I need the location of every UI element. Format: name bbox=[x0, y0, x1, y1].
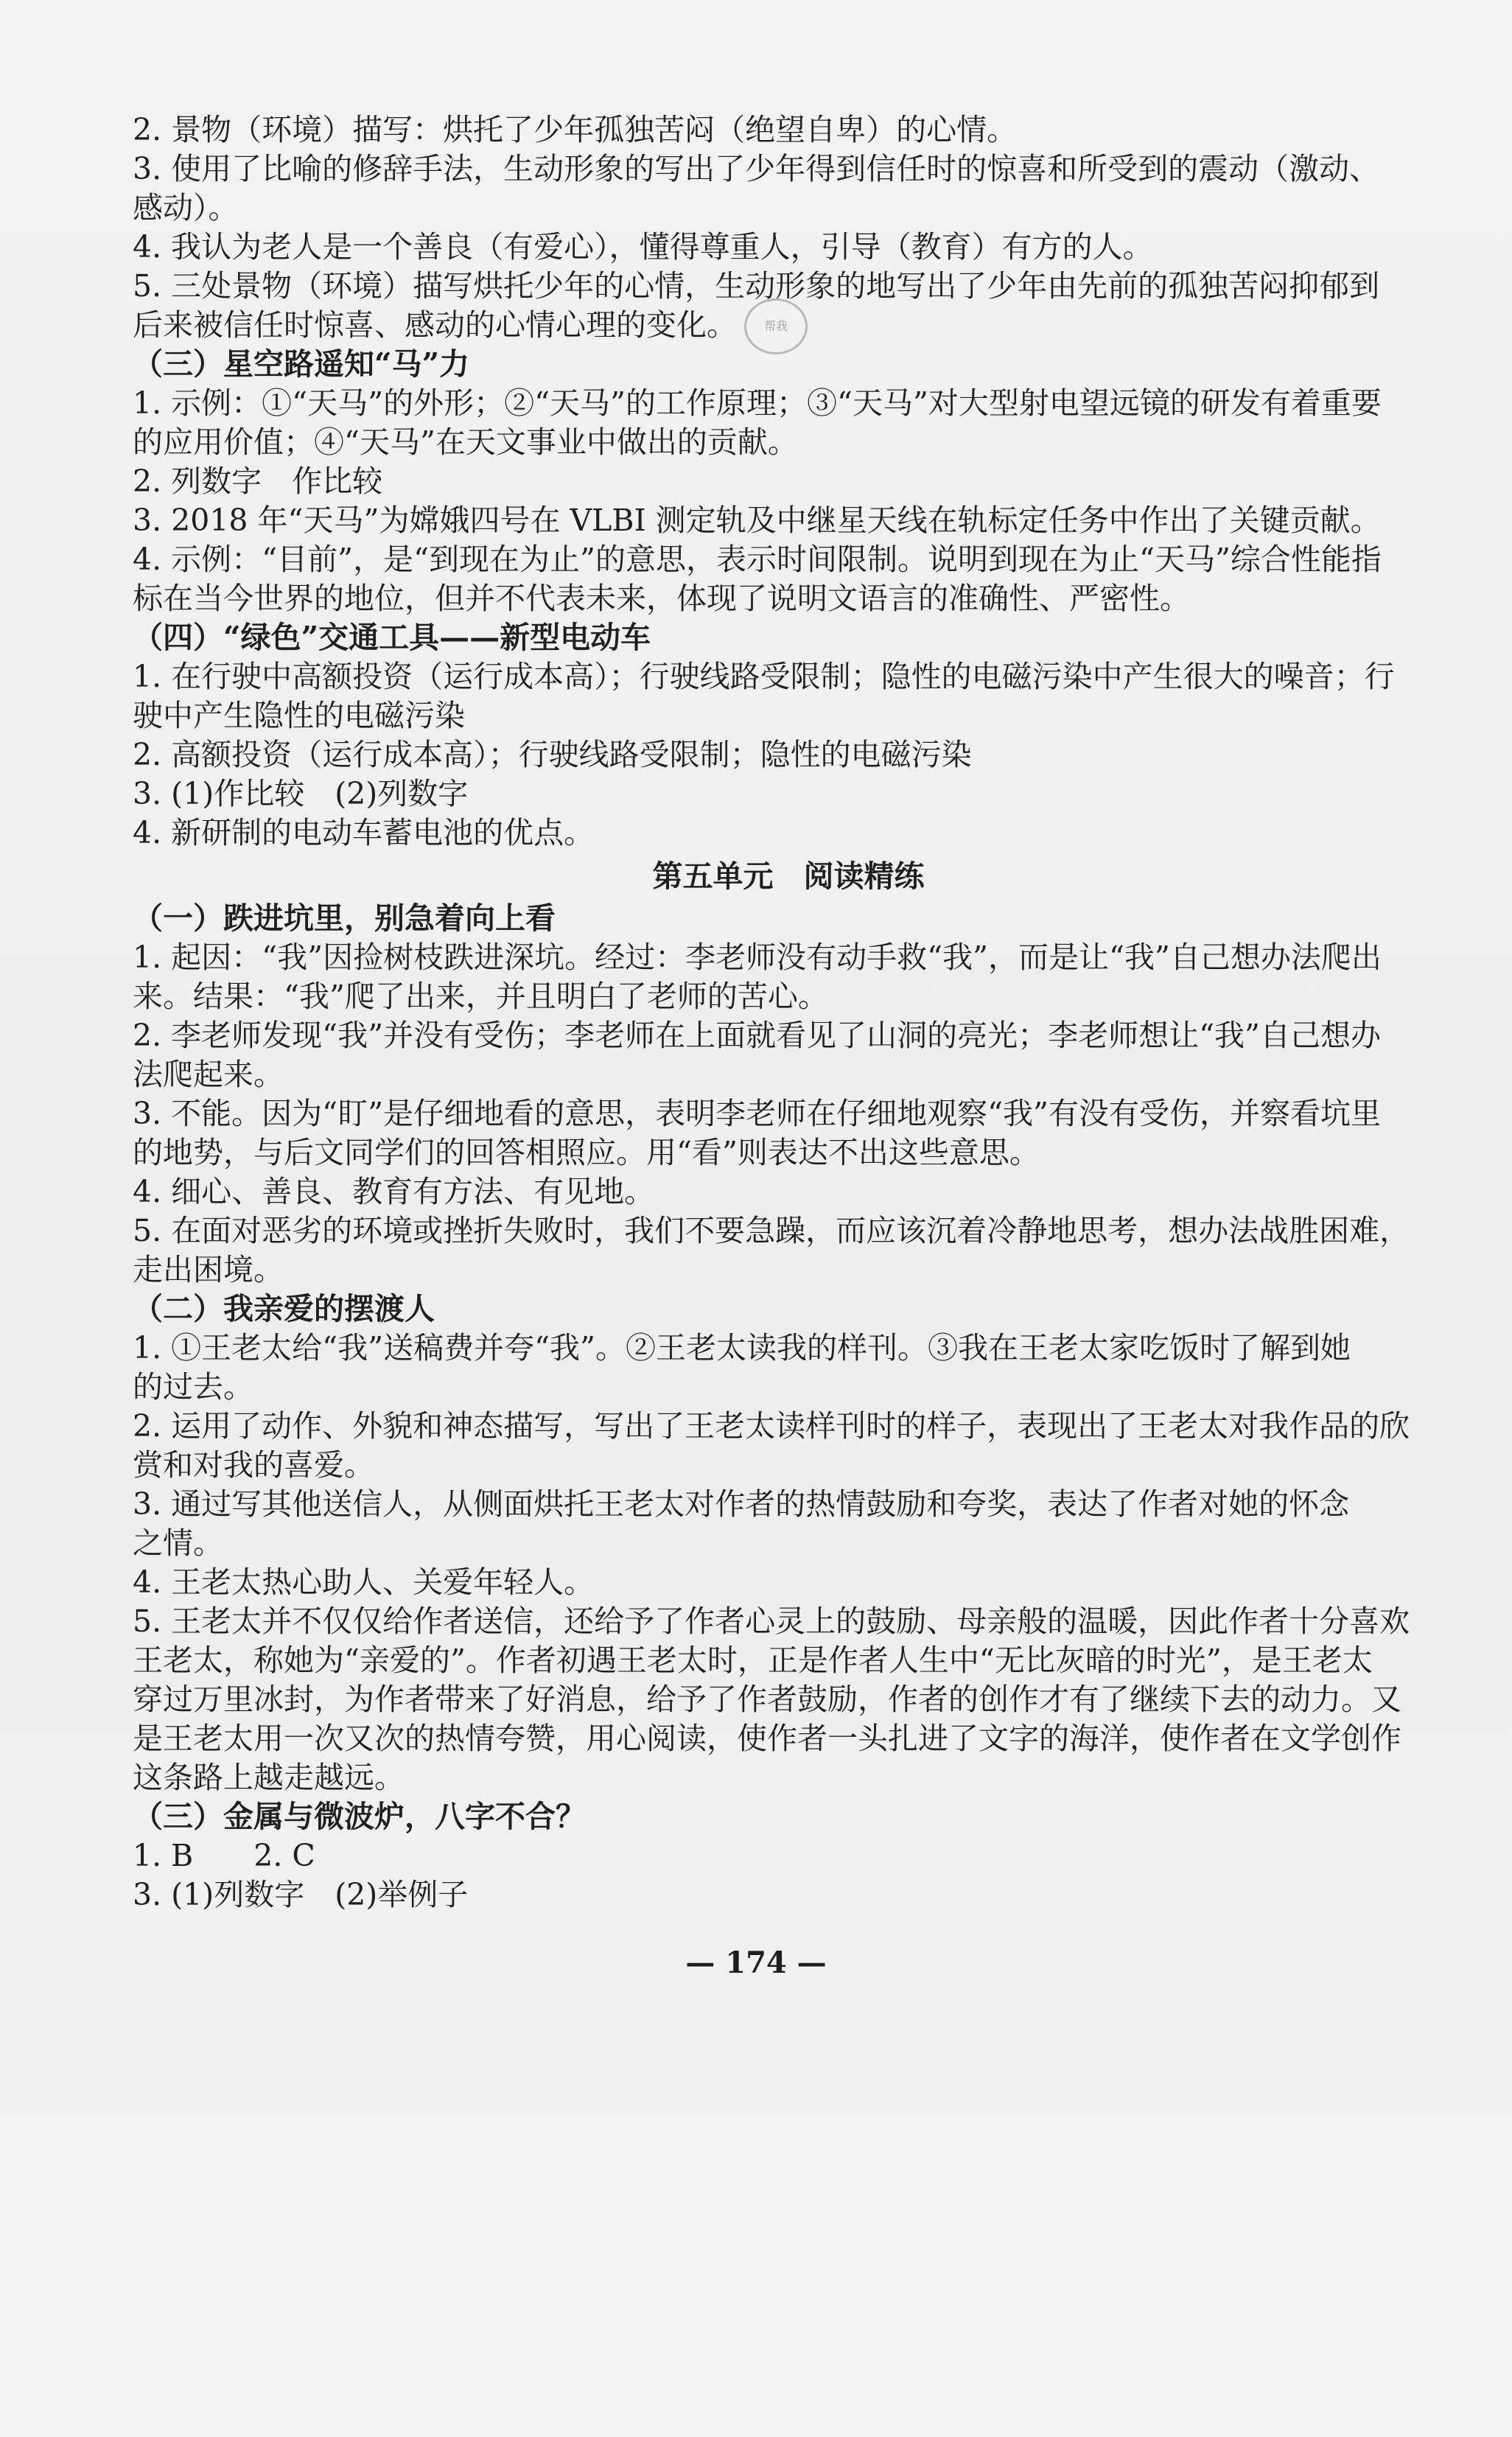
section-heading: （一）跌进坑里，别急着向上看 bbox=[133, 901, 556, 936]
section-heading: （四）“绿色”交通工具——新型电动车 bbox=[133, 620, 651, 655]
text-line: 之情。 bbox=[133, 1525, 223, 1561]
text-line: 3. (1)列数字 (2)举例子 bbox=[133, 1877, 469, 1912]
text-line: 感动）。 bbox=[133, 190, 239, 225]
text-line: 3. (1)作比较 (2)列数字 bbox=[133, 776, 469, 811]
text-line: 4. 细心、善良、教育有方法、有见地。 bbox=[133, 1174, 655, 1209]
text-line: 2. 李老师发现“我”并没有受伤；李老师在上面就看见了山洞的亮光；李老师想让“我”自己想办 bbox=[133, 1018, 1381, 1053]
text-line: 1. ①王老太给“我”送稿费并夸“我”。②王老太读我的样刊。③我在王老太家吃饭时了解到她 bbox=[133, 1330, 1351, 1366]
text-line: 5. 王老太并不仅仅给作者送信，还给予了作者心灵上的鼓励、母亲般的温暖，因此作者十分喜欢 bbox=[133, 1604, 1410, 1639]
text-line: 1. 起因：“我”因捡树枝跌进深坑。经过：李老师没有动手救“我”，而是让“我”自己想办法爬出 bbox=[133, 940, 1382, 975]
text-line: 2. 运用了动作、外貌和神态描写，写出了王老太读样刊时的样子，表现出了王老太对我作品的欣 bbox=[133, 1408, 1410, 1444]
text-line: 4. 新研制的电动车蓄电池的优点。 bbox=[133, 815, 595, 850]
text-line: 1. 在行驶中高额投资（运行成本高）；行驶线路受限制；隐性的电磁污染中产生很大的噪音；行 bbox=[133, 659, 1395, 694]
section-heading: （三）星空路遥知“马”力 bbox=[133, 346, 470, 382]
section-heading: （三）金属与微波炉，八字不合？ bbox=[133, 1799, 586, 1834]
text-line: 3. 不能。因为“盯”是仔细地看的意思，表明李老师在仔细地观察“我”有没有受伤，并察看坑里 bbox=[133, 1096, 1381, 1131]
text-line: 的应用价值；④“天马”在天文事业中做出的贡献。 bbox=[133, 424, 798, 460]
text-line: 的地势，与后文同学们的回答相照应。用“看”则表达不出这些意思。 bbox=[133, 1135, 1040, 1170]
text-line: 1. 示例：①“天马”的外形；②“天马”的工作原理；③“天马”对大型射电望远镜的研发有着重要 bbox=[133, 385, 1382, 421]
text-line: 王老太，称她为“亲爱的”。作者初遇王老太时，正是作者人生中“无比灰暗的时光”，是王老太 bbox=[133, 1643, 1373, 1678]
stamp-mark: 帮我 bbox=[744, 298, 808, 354]
text-line: 法爬起来。 bbox=[133, 1057, 284, 1092]
text-line: 这条路上越走越远。 bbox=[133, 1760, 405, 1795]
text-line: 赏和对我的喜爱。 bbox=[133, 1447, 374, 1483]
text-line: 3. 2018 年“天马”为嫦娥四号在 VLBI 测定轨及中继星天线在轨标定任务中作出了关键贡献。 bbox=[133, 503, 1381, 538]
text-line: 穿过万里冰封，为作者带来了好消息，给予了作者鼓励，作者的创作才有了继续下去的动力。又 bbox=[133, 1682, 1401, 1717]
text-line: 4. 示例：“目前”，是“到现在为止”的意思，表示时间限制。说明到现在为止“天马”综合性能指 bbox=[133, 542, 1382, 577]
text-line: 来。结果：“我”爬了出来，并且明白了老师的苦心。 bbox=[133, 979, 828, 1014]
text-line: 4. 我认为老人是一个善良（有爱心），懂得尊重人，引导（教育）有方的人。 bbox=[133, 229, 1153, 265]
answer-content bbox=[133, 111, 1444, 1915]
text-line: 2. 景物（环境）描写：烘托了少年孤独苦闷（绝望自卑）的心情。 bbox=[133, 112, 1018, 147]
text-line: 的过去。 bbox=[133, 1369, 253, 1405]
text-line: 1. B 2. C bbox=[133, 1838, 315, 1873]
text-line: 3. 使用了比喻的修辞手法，生动形象的写出了少年得到信任时的惊喜和所受到的震动（激动、 bbox=[133, 151, 1380, 186]
text-line: 2. 列数字 作比较 bbox=[133, 464, 383, 499]
text-line: 5. 在面对恶劣的环境或挫折失败时，我们不要急躁，而应该沉着冷静地思考，想办法战胜困难， bbox=[133, 1213, 1410, 1248]
text-line: 4. 王老太热心助人、关爱年轻人。 bbox=[133, 1564, 595, 1600]
text-line: 后来被信任时惊喜、感动的心情心理的变化。 bbox=[133, 307, 737, 343]
text-line: 2. 高额投资（运行成本高）；行驶线路受限制；隐性的电磁污染 bbox=[133, 737, 972, 772]
page-number: — 174 — bbox=[685, 1945, 827, 1980]
text-line: 是王老太用一次又次的热情夸赞，用心阅读，使作者一头扎进了文字的海洋，使作者在文学创作 bbox=[133, 1721, 1401, 1756]
text-line: 标在当今世界的地位，但并不代表未来，体现了说明文语言的准确性、严密性。 bbox=[133, 581, 1190, 616]
text-line: 走出困境。 bbox=[133, 1252, 284, 1287]
section-heading: （二）我亲爱的摆渡人 bbox=[133, 1291, 435, 1326]
text-line: 5. 三处景物（环境）描写烘托少年的心情，生动形象的地写出了少年由先前的孤独苦闷抑郁到 bbox=[133, 268, 1380, 304]
unit-title: 第五单元 阅读精练 bbox=[652, 859, 925, 894]
text-line: 3. 通过写其他送信人，从侧面烘托王老太对作者的热情鼓励和夸奖，表达了作者对她的怀念 bbox=[133, 1486, 1350, 1522]
text-line: 驶中产生隐性的电磁污染 bbox=[133, 698, 465, 733]
